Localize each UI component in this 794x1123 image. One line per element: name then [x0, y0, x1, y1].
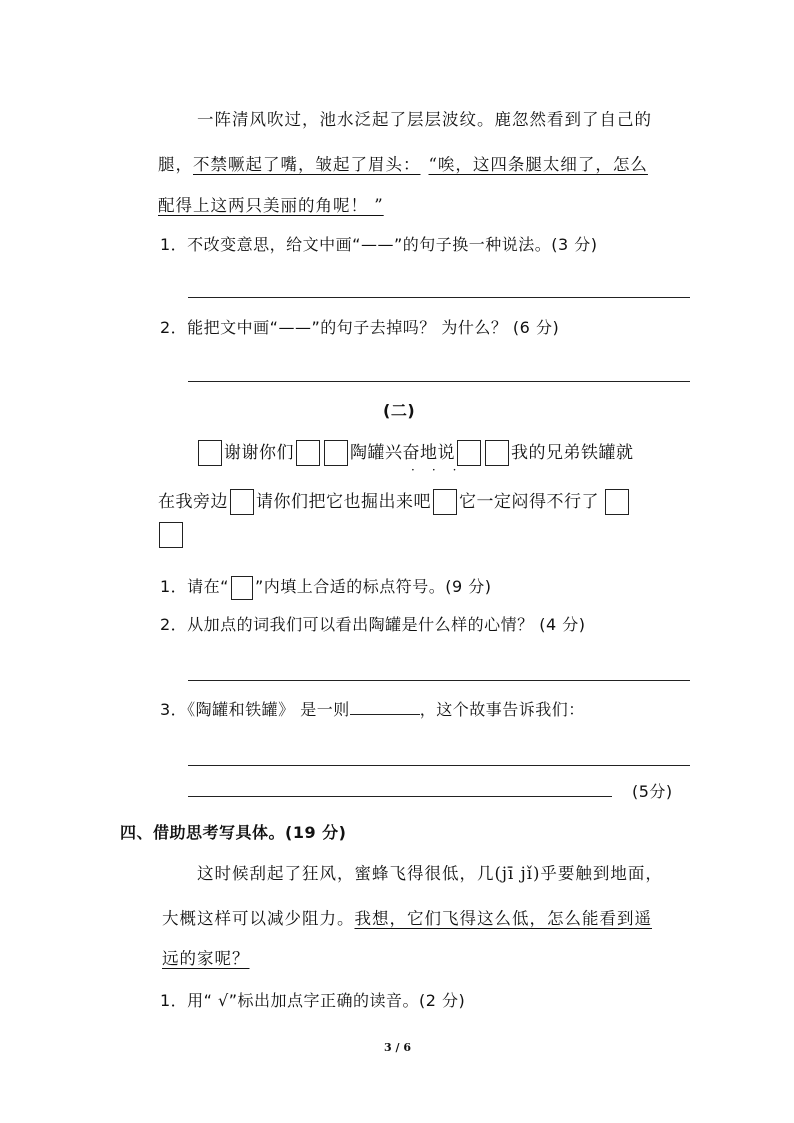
score-label: (5分) [632, 782, 673, 801]
passage1-underlined-a: 不禁噘起了嘴，皱起了眉头： [193, 155, 421, 174]
passage1-underlined-b: “唉，这四条腿太细了，怎么 [428, 155, 648, 174]
punctuation-box[interactable] [159, 522, 183, 548]
blank-field[interactable] [350, 700, 420, 715]
question-2-1-end: ”内填上合适的标点符号。(9 分) [254, 577, 492, 596]
question-2-3-start: 3．《陶罐和铁罐》 是一则 [160, 700, 350, 719]
passage2-text: 请你们把它也掘出来吧 [256, 492, 431, 512]
passage2-text: 陶罐兴奋地说 [350, 443, 455, 463]
passage1-line3: 配得上这两只美丽的角呢！ ” [158, 196, 384, 215]
passage2-line1 [196, 438, 634, 466]
passage1-line2 [158, 151, 648, 175]
passage2-text: 在我旁边 [158, 492, 228, 512]
page-number: 3 / 6 [384, 1041, 411, 1054]
punctuation-box[interactable] [324, 440, 348, 466]
passage2-line3 [159, 522, 183, 548]
punctuation-box[interactable] [230, 489, 254, 515]
section-4-title: 四、借助思考写具体。(19 分) [120, 823, 347, 842]
question-2-3 [160, 697, 585, 720]
sample-box [231, 576, 253, 600]
passage2-text: 谢谢你们 [224, 443, 294, 463]
punctuation-box[interactable] [198, 440, 222, 466]
question-1-2: 2．能把文中画“——”的句子去掉吗？ 为什么？ (6 分) [160, 318, 560, 337]
punctuation-box[interactable] [605, 489, 629, 515]
passage1-line2-start: 腿， [158, 155, 193, 174]
question-2-1 [160, 574, 492, 600]
passage1-line1: 一阵清风吹过，池水泛起了层层波纹。鹿忽然看到了自己的 [197, 110, 652, 129]
question-1-1: 1．不改变意思，给文中画“——”的句子换一种说法。(3 分) [160, 235, 598, 254]
punctuation-box[interactable] [433, 489, 457, 515]
punctuation-box[interactable] [296, 440, 320, 466]
question-2-3-end: ，这个故事告诉我们： [419, 700, 585, 719]
question-4-1: 1．用“ √”标出加点字正确的读音。(2 分) [160, 991, 466, 1010]
passage4-line2 [162, 905, 652, 929]
answer-line-2-3b[interactable] [188, 796, 612, 797]
punctuation-box[interactable] [485, 440, 509, 466]
answer-line-1-1[interactable] [188, 297, 690, 298]
passage4-line1: 这时候刮起了狂风，蜜蜂飞得很低，几(jī jǐ)乎要触到地面， [197, 864, 663, 883]
answer-line-2-3a[interactable] [188, 765, 690, 766]
question-2-2: 2．从加点的词我们可以看出陶罐是什么样的心情？ (4 分) [160, 615, 586, 634]
section-2-title: (二) [383, 401, 416, 420]
answer-line-2-2[interactable] [188, 680, 690, 681]
emphasis-dots: ··· [411, 463, 474, 477]
passage2-text: 它一定闷得不行了 [459, 492, 599, 512]
passage2-text: 我的兄弟铁罐就 [511, 443, 634, 463]
question-2-1-start: 1．请在“ [160, 577, 229, 596]
answer-line-1-2[interactable] [188, 381, 690, 382]
passage4-line3: 远的家呢？ [162, 949, 250, 968]
passage4-text: 大概这样可以减少阻力。 [162, 909, 355, 928]
passage4-underlined: 我想，它们飞得这么低，怎么能看到遥 [354, 909, 652, 928]
passage2-line2 [158, 487, 631, 515]
